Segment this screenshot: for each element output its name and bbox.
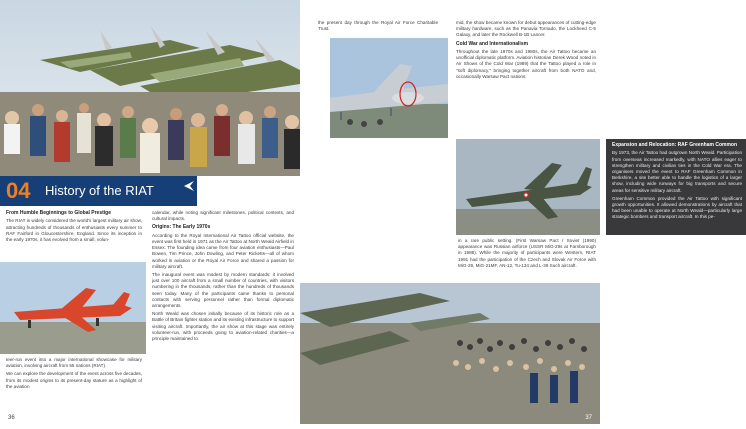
paragraph: Throughout the late 1970s and 1980s, the Air Tattoo became an unofficial diplomatic platform. Aviation historian Derek Wood noted in Air Shows of the Cold War (1989) that the Tattoo played a role in "soft diplomacy," bringing together aircraft from both NATO and, occasionally Warsaw Pact nations. [456,49,596,79]
subheading-origins: Origins: The Early 1970s [152,224,211,231]
section-number: 04 [6,178,31,203]
page-number-right: 37 [585,415,592,421]
paragraph: the present day through the Royal Air Force Charitable Trust. [318,20,438,32]
paragraph: The inaugural event was modest by modern standards: it involved just over 100 aircraft from a small number of countries, with visitors numbering in the thousands, rather than the hundreds of thousands seen today. Many of the participants came thanks to personal contacts with serving personnel rather than formal diplomatic arrangements. [152,272,294,309]
airshow-crowd-jets-photo [300,283,600,424]
section-title: History of the RIAT [45,183,154,198]
section-banner [0,176,197,206]
right-page [300,0,742,424]
paragraph: By 1973, the Air Tattoo had outgrown North Weald. Participation from overseas increased markedly, with NATO allies eager to strengthen military and civilian ties in the Cold War era. The organisers moved the event to RAF Greenham Common in Berkshire, a site better able to handle the logistics of a larger show, including wide runways for big transports and secure areas for sensitive military aircraft. [612,150,742,193]
paragraph: The RIAT is widely considered the world's largest military air show, attracting hundreds of thousands of enthusiasts every summer to RAF Fairford in Gloucestershire, England. Since its inception in the early 1970s, it has evolved from a small, volun- [6,218,142,243]
paragraph: teer-run event into a major international showcase for military aviation, involving aircraft from 55 nations (RIAT). [6,357,142,369]
right-colB-mid-text [458,238,596,271]
paragraph: in a rare public setting. (First Warsaw Pact / Soviet (1990) appearance was Russian airforce (USSR MiG-29s at Farnborough in 1988). While the majority of participants were Western, RIAT 1991 had the participation of the Czech and Slovak Air Force with MiG-29, MiG-21MF, AN-12, Tu-134 and L-39 Such aircraft. [458,238,596,268]
paragraph: According to the Royal International Air Tattoo official website, the event was first held in 1971 as the Air Tattoo at North Weald Airfield in Essex. The founding idea came from four aviation enthusiasts—Paul Bowen, Tim Prince, John Dowling, and Peter Ricketts—all of whom worked in aviation or the Royal Air Force and shared a passion for military aircraft. [152,232,294,269]
subheading-expansion: Expansion and Relocation: RAF Greenham Common [612,142,738,148]
subheading-humble-beginnings: From Humble Beginnings to Global Prestige [6,210,112,216]
paragraph: Greenham Common provided the Air Tattoo with significant growth opportunities. It allowed demonstrations by aircraft that had been unable to operate at North Weald—particularly large strategic bombers and transport aircraft. In this pe- [612,195,742,220]
left-col1-bottom-text [6,357,142,392]
riat-swift-logo-icon [183,179,195,193]
left-col1-top-text [6,210,142,245]
crowd-airshow-photo [0,0,300,176]
expansion-text [612,142,742,223]
paragraph: calendar, while noting significant milestones, political contexts, and cultural impacts. [152,210,294,222]
page-number-left: 36 [8,415,15,421]
right-colB-top-text [456,20,596,82]
paragraph: North Weald was chosen initially because of its historic role as a Battle of Britain fighter station and its existing infrastructure to support visiting aircraft. Importantly, the air show at this stage was entirely volunteer-run, with proceeds going to aviation-related charities—a principle maintained to [152,311,294,342]
fighter-jet-photo [456,139,600,235]
paragraph: mid, the show became known for debut appearances of cutting-edge military hardware, such as the Panavia Tornado, the Lockheed C-5 Galaxy, and later the Rockwell B-1B Lancer. [456,20,596,38]
paragraph: We can explore the development of the event across five decades, from its modest origins to its present-day stature as a highlight of the aviation [6,371,142,389]
left-col2-text [152,210,294,344]
subheading-cold-war: Cold War and Internationalism [456,40,529,47]
red-jet-photo [0,262,146,354]
right-colA-top-text [318,20,438,34]
left-page [0,0,300,424]
transport-aircraft-photo [330,38,448,138]
